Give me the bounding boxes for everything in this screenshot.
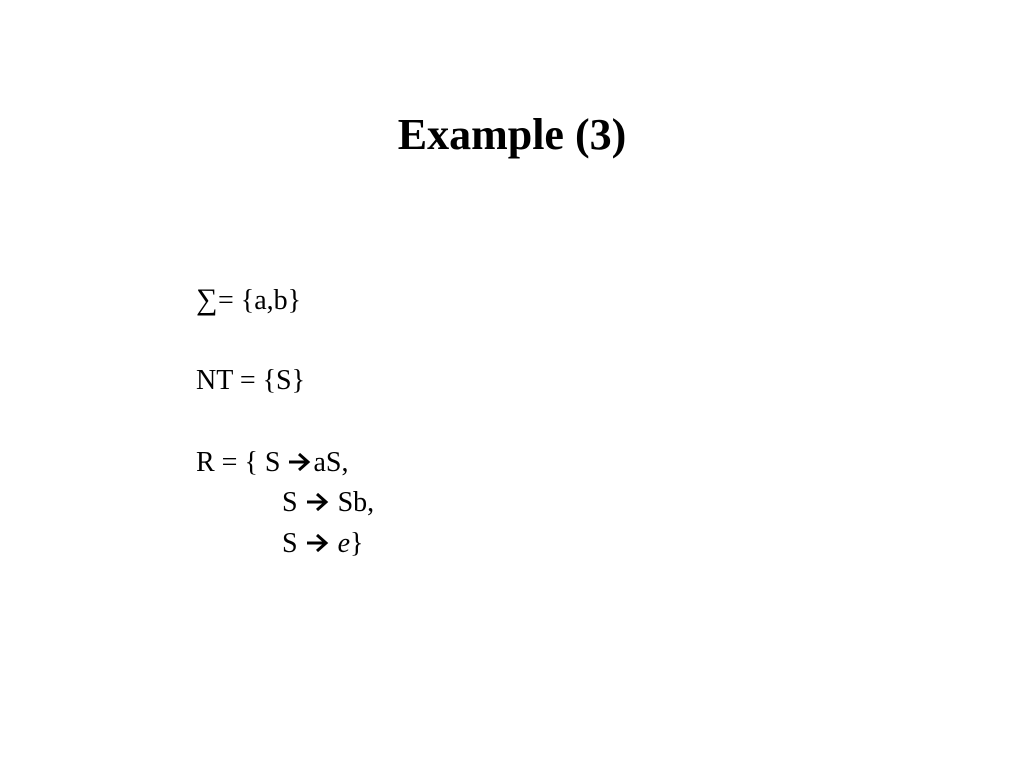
rule-2-lhs: S [282,487,298,518]
rule-line-3 [282,524,363,564]
arrow-right-icon [287,452,313,472]
arrow-right-icon [305,533,331,553]
rules-prefix: R = { S [196,447,281,478]
rule-2-rhs: Sb, [330,487,375,518]
slide-title: Example (3) [397,110,627,159]
arrow-right-icon [305,492,331,512]
alphabet-line [196,280,301,321]
rule-line-1 [196,443,348,483]
rules-close-brace: } [350,528,364,559]
sigma-symbol: ∑ [196,283,218,316]
alphabet-set: = {a,b} [218,285,302,316]
rule-line-2 [282,483,374,523]
nonterminals-line: NT = {S} [196,365,306,396]
rule-1-rhs: aS, [313,447,349,478]
rule-3-rhs-epsilon: e [330,528,351,559]
rule-3-lhs: S [282,528,298,559]
